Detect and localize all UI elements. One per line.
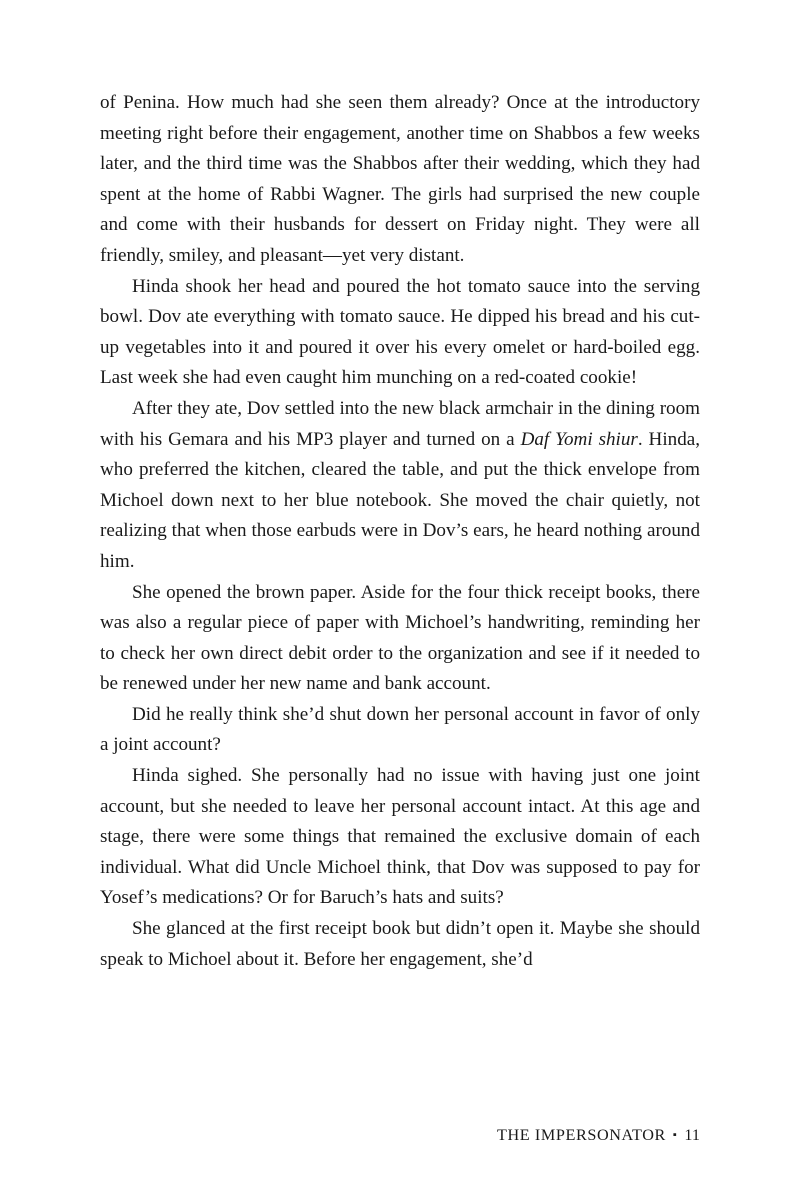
paragraph (100, 700, 700, 761)
text-run: She opened the brown paper. Aside for the four thick receipt books, there was also a regular piece of paper with Michoel’s handwriting, reminding her to check her own direct debit order to the organization and see if it needed to be renewed under her new name and bank account. (100, 581, 700, 695)
paragraph (100, 761, 700, 914)
page-number: 11 (684, 1126, 700, 1144)
text-run: Hinda sighed. She personally had no issue with having just one joint account, but she needed to leave her personal account intact. At this age and stage, there were some things that remained the exclusive domain of each individual. What did Uncle Michoel think, that Dov was supposed to pay for Yosef’s medications? Or for Baruch’s hats and suits? (100, 765, 700, 909)
text-run: Hinda shook her head and poured the hot tomato sauce into the serving bowl. Dov ate everything with tomato sauce. He dipped his bread and his cut-up vegetables into it and poured it over his every omelet or hard-boiled egg. Last week she had even caught him munching on a red-coated cookie! (100, 275, 700, 389)
paragraph (100, 88, 700, 272)
running-title: THE IMPERSONATOR (496, 1126, 666, 1144)
text-run: of Penina. How much had she seen them already? Once at the introductory meeting right before their engagement, another time on Shabbos a few weeks later, and the third time was the Shabbos after their wedding, which they had spent at the home of Rabbi Wagner. The girls had surprised the new couple and come with their husbands for dessert on Friday night. They were all friendly, smiley, and pleasant—yet very distant. (100, 92, 700, 266)
text-run: She glanced at the first receipt book but didn’t open it. Maybe she should speak to Michoel about it. Before her engagement, she’d (100, 918, 700, 970)
emphasis-text: Daf Yomi shiur (520, 428, 638, 450)
paragraph (100, 578, 700, 700)
page-footer (100, 1126, 700, 1145)
text-run: Did he really think she’d shut down her personal account in favor of only a joint account? (100, 703, 700, 756)
paragraph (100, 272, 700, 394)
paragraph (100, 394, 700, 578)
text-run: . Hinda, who preferred the kitchen, cleared the table, and put the thick envelope from Michoel down next to her blue notebook. She moved the chair quietly, not realizing that when those earbuds were in Dov’s ears, he heard nothing around him. (100, 428, 700, 572)
page-body-text (100, 88, 700, 975)
footer-separator-icon: ▪ (672, 1129, 678, 1141)
text-run: After they ate, Dov settled into the new black armchair in the dining room with his Gemara and his MP3 player and turned on a (100, 397, 700, 450)
paragraph (100, 914, 700, 975)
